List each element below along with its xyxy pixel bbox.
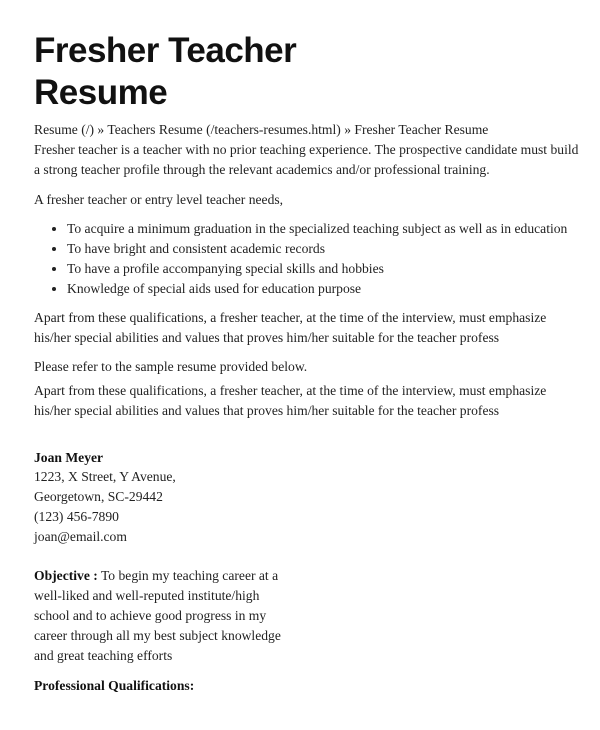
paragraph-line: his/her special abilities and values that proves him/her suitable for the teacher profess — [34, 403, 500, 418]
objective-line: and great teaching efforts — [34, 648, 173, 663]
title-line: Resume — [34, 73, 168, 112]
needs-heading: A fresher teacher or entry level teacher needs, — [34, 192, 284, 207]
breadcrumb[interactable]: Resume (/) » Teachers Resume (/teachers-resumes.html) » Fresher Teacher Resume — [34, 122, 489, 137]
paragraph-line: Apart from these qualifications, a fresher teacher, at the time of the interview, must emphasize — [34, 383, 547, 398]
objective-line — [34, 566, 278, 586]
paragraph-line: his/her special abilities and values that proves him/her suitable for the teacher profess — [34, 330, 500, 345]
intro-line: Fresher teacher is a teacher with no prior teaching experience. The prospective candidate must build — [34, 142, 579, 157]
qualifications-heading: Professional Qualifications: — [34, 678, 195, 693]
paragraph-line: Apart from these qualifications, a fresher teacher, at the time of the interview, must emphasize — [34, 310, 547, 325]
objective-label: Objective : — [34, 568, 98, 583]
title-line: Fresher Teacher — [34, 31, 297, 70]
address-line: Georgetown, SC-29442 — [34, 489, 163, 504]
objective-line: school and to achieve good progress in my — [34, 608, 267, 623]
list-item: • To have a profile accompanying special skills and hobbies — [67, 259, 567, 279]
list-item: • Knowledge of special aids used for education purpose — [67, 279, 567, 299]
page-title — [34, 30, 296, 114]
refer-text: Please refer to the sample resume provided below. — [34, 359, 308, 374]
phone: (123) 456-7890 — [34, 509, 119, 524]
list-item: • To acquire a minimum graduation in the specialized teaching subject as well as in education — [67, 219, 567, 239]
needs-list — [34, 219, 567, 299]
address-line: 1223, X Street, Y Avenue, — [34, 469, 176, 484]
objective-line: well-liked and well-reputed institute/high — [34, 588, 260, 603]
objective-line: career through all my best subject knowledge — [34, 628, 281, 643]
resume-name: Joan Meyer — [34, 450, 104, 465]
list-item: • To have bright and consistent academic records — [67, 239, 567, 259]
objective-text: To begin my teaching career at a — [97, 568, 279, 583]
email[interactable]: joan@email.com — [34, 529, 127, 544]
intro-line: a strong teacher profile through the relevant academics and/or professional training. — [34, 162, 490, 177]
